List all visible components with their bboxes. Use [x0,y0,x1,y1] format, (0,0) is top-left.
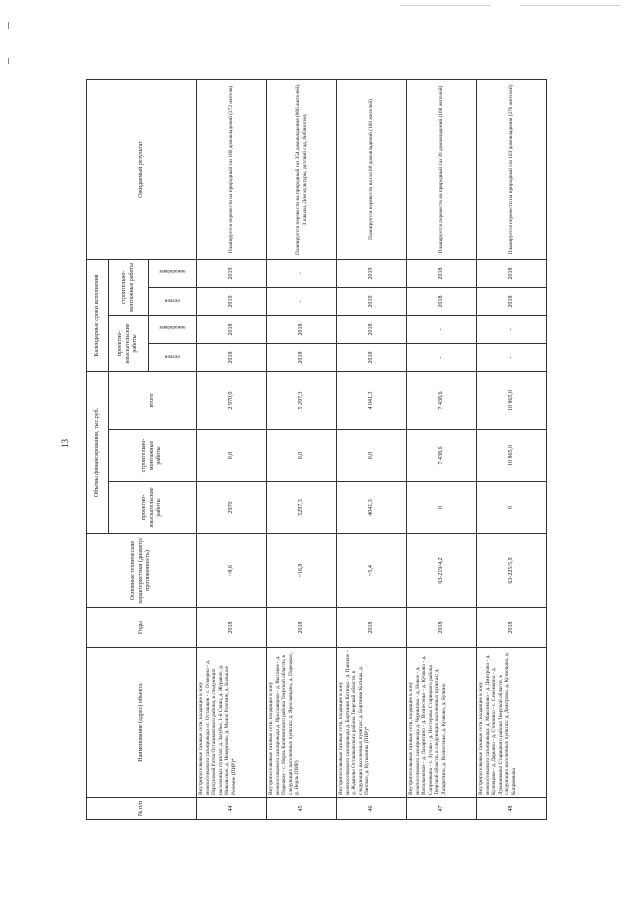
table-row [477,79,547,819]
cell-years: 2018 [407,608,477,648]
cell-fin-build: 0,0 [197,430,267,482]
cell-fin-total: 5 297,3 [267,371,337,429]
cell-fin-design: 0 [407,482,477,534]
scan-mark [8,58,9,64]
cell-design-start: - [477,343,547,371]
cell-fin-total: 4 041,3 [337,371,407,429]
cell-build-start: 2018 [407,287,477,315]
cell-result: Планируется перевести на природный газ 39 домовладений (168 жителей) [407,79,477,259]
cell-build-end: - [267,259,337,287]
header-fin-total: итого [109,371,197,429]
cell-build-end: 2018 [407,259,477,287]
cell-build-end: 2019 [197,259,267,287]
header-build-end: завершение [149,259,197,287]
rotated-table-sheet [86,80,546,820]
cell-specs: ~16,9 [267,534,337,608]
page-number: 13 [60,439,70,448]
cell-name: Внутрипоселковые газовые сети, входящие в зону межпоселкового газопровода: д. Максимово - д. Дмитрово - д. Кузнецово - д. Дарьино - д. Степнино - с. Семенкино - д. Луковниково Старицкого района Тверской области, в следующих населенных пунктах: д. Дмитрово, д. Кузнецово, д. Коприяново [477,648,547,798]
cell-result: Планируется перевести на природный газ 109 домовладений (272 жителя) [197,79,267,259]
cell-design-start: - [407,343,477,371]
cell-design-start: 2018 [267,343,337,371]
cell-design-start: 2018 [197,343,267,371]
cell-num: 46 [337,798,407,820]
cell-specs: ~5,4 [337,534,407,608]
cell-num: 45 [267,798,337,820]
table-row [267,79,337,819]
cell-design-end: - [407,315,477,343]
cell-fin-total: 10 865,0 [477,371,547,429]
cell-years: 2018 [477,608,547,648]
header-specs: Основные технические характеристики (диаметр/протяженность) [87,534,197,608]
header-fin-build: строительно-монтажные работы [109,430,197,482]
cell-design-end: - [477,315,547,343]
cell-design-end: 2018 [197,315,267,343]
cell-fin-design: 2970 [197,482,267,534]
header-calendar: Календарные сроки исполнения [87,259,109,371]
scan-mark [400,5,490,6]
cell-result: Планируется перевести на природный газ 354 домовладения (866 жителей), 3 школы, Дом культуры, детский сад, библиотеку [267,79,337,259]
header-design-end: завершение [149,315,197,343]
cell-name: Внутрипоселковые газовые сети, входящие в зону межпоселкового газопровода «с. Осташков - с. Осмерно - д. Перхуновой Ратча Осташковского района, в следующих населенных пунктах: д. Загубье, 1-й Свищ, д. Журавле, д. Никольское, д. Неверново, д. Малое Роземне, д. Большое Роземне (ПИР)* [197,648,267,798]
cell-build-end: 2018 [477,259,547,287]
cell-fin-build: 0,0 [267,430,337,482]
header-cal-design: проектно-изыскательские работы [109,315,149,371]
cell-build-start: - [267,287,337,315]
cell-name: Внутрипоселковые газовые сети, входящие в зону межпоселкового газопровода д. Чернигово - д. Новое - д. Васильевское - д. Лазаритино - д. Вознесенье - д. Кучково - д. Сопронково - с. Зутово - д. Нестерово Старицкого района Тверской области, в следующих населенных пунктах: д. Лазаритино, д. Вознесенье, д. Кучково, д. Бучино [407,648,477,798]
scan-mark [8,22,9,29]
header-cal-build: строительно-монтажные работы [109,259,149,315]
cell-fin-total: 7 438,6 [407,371,477,429]
cell-fin-design: 5297,3 [267,482,337,534]
cell-build-end: 2019 [337,259,407,287]
cell-fin-total: 2 970,0 [197,371,267,429]
header-financing: Объемы финансирования, тыс.руб. [87,371,109,533]
cell-build-start: 2019 [197,287,267,315]
header-years: Годы [87,608,197,648]
table-row [197,79,267,819]
cell-name: Внутрипоселковые газовые сети, входящие в зону межпоселкового газопровода д. Ярославцево - д. Высокое - д. Порецкое - с. Нерль Калязинского района Тверской области, в следующих населенных пунктах: д. Ярославцево, д. Порецкое, д. Нерль (ПИР) [267,648,337,798]
cell-build-start: 2018 [477,287,547,315]
header-num: № п/п [87,798,197,820]
cell-fin-design: 4041,3 [337,482,407,534]
projects-table [86,79,547,820]
scan-mark [520,5,620,6]
cell-specs: 63-225/5,9 [477,534,547,608]
cell-design-start: 2018 [337,343,407,371]
header-design-start: начало [149,343,197,371]
cell-fin-build: 0,0 [337,430,407,482]
cell-num: 47 [407,798,477,820]
header-name: Наименование (адрес) объекта [87,648,197,798]
cell-design-end: 2018 [337,315,407,343]
cell-result: Планируется перевести на газ 68 домовладений (168 жителей) [337,79,407,259]
cell-design-end: 2018 [267,315,337,343]
table-row [407,79,477,819]
cell-years: 2018 [267,608,337,648]
cell-num: 44 [197,798,267,820]
header-build-start: начало [149,287,197,315]
cell-build-start: 2019 [337,287,407,315]
cell-fin-design: 0 [477,482,547,534]
cell-years: 2018 [197,608,267,648]
cell-result: Планируется перевести на природный газ 103 домовладения (276 жителей) [477,79,547,259]
cell-years: 2018 [337,608,407,648]
cell-name: Внутрипоселковые газовые сети, входящие в зону межпоселкового газопровода д. Бортники Котицы - д. Панское - д. Жданово Осташковского района Тверской области, в следующих населенных пунктах: д. Бортники Котицы, д. Панское, д. Кутынины (ПИР)* [337,648,407,798]
header-result: Ожидаемый результат [87,79,197,259]
cell-specs: 63-219/4,2 [407,534,477,608]
cell-specs: ~8,6 [197,534,267,608]
cell-fin-build: 7 438,6 [407,430,477,482]
cell-fin-build: 10 865,0 [477,430,547,482]
cell-num: 48 [477,798,547,820]
header-fin-design: проектно-изыскательские работы [109,482,197,534]
table-row [337,79,407,819]
